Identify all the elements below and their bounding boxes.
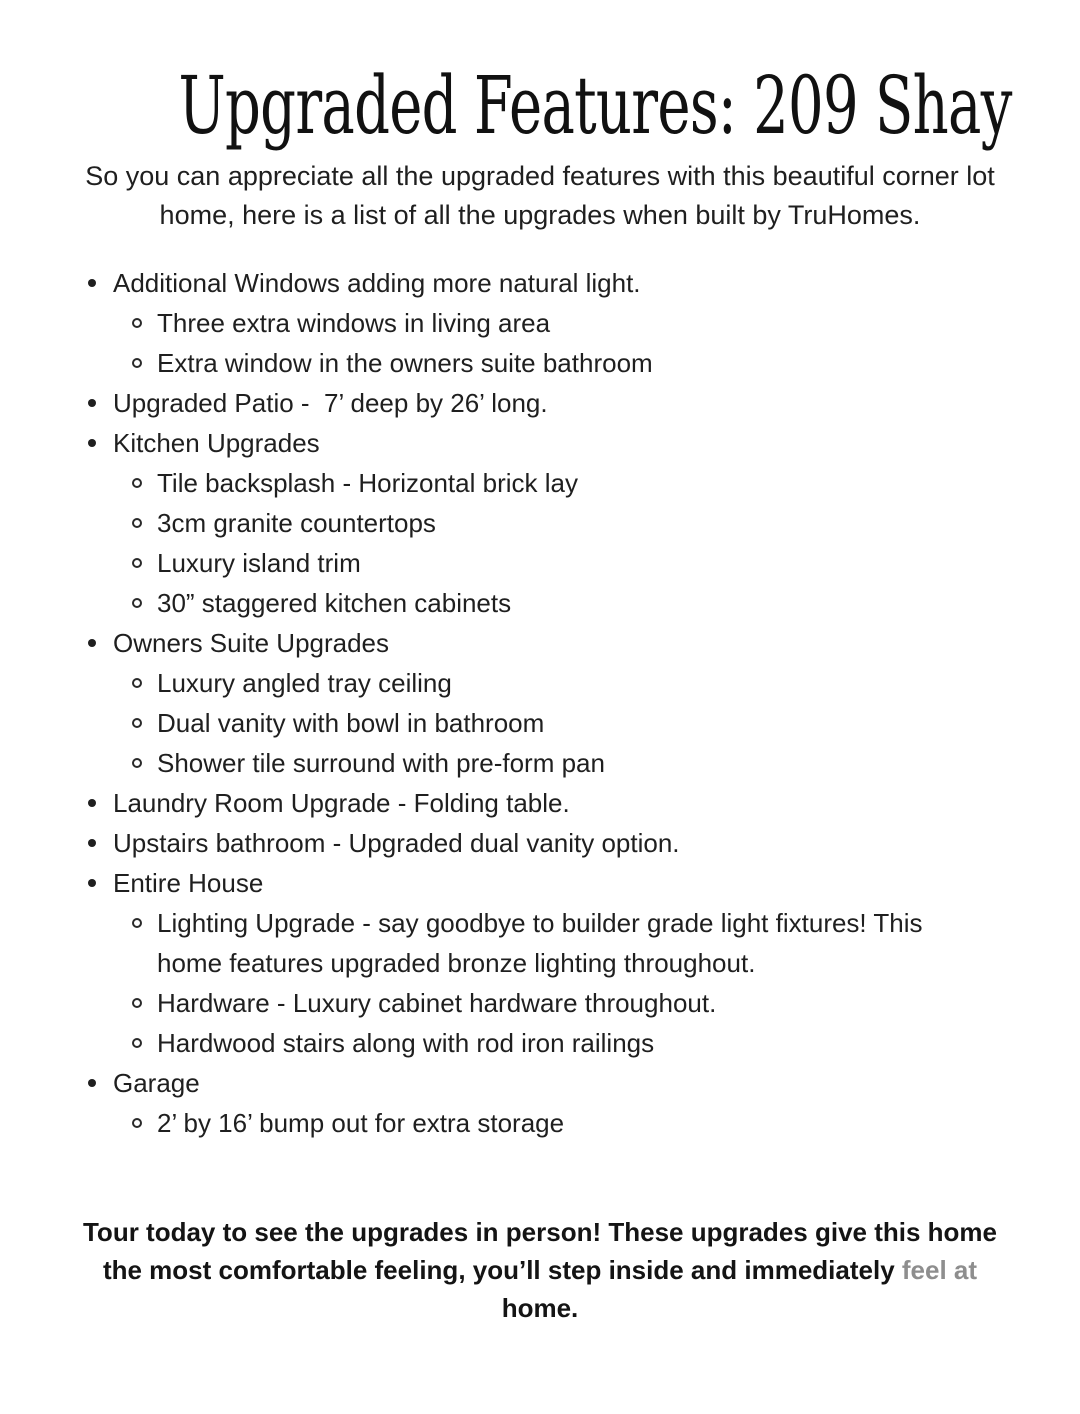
list-subitem-label: Luxury angled tray ceiling (157, 668, 452, 699)
bullet-circle-icon (132, 1038, 142, 1048)
bullet-dot-icon (88, 639, 96, 647)
list-item-label: Owners Suite Upgrades (113, 628, 390, 659)
bullet-circle-icon (132, 918, 142, 928)
list-subitem-label: Three extra windows in living area (157, 308, 551, 339)
list-item (88, 423, 993, 463)
bullet-circle-icon (132, 558, 142, 568)
list-subitem (88, 343, 993, 383)
list-subitem (88, 743, 993, 783)
list-subitem (88, 503, 993, 543)
list-item-label: Entire House (113, 868, 264, 899)
list-item (88, 783, 993, 823)
list-subitem (88, 303, 993, 343)
list-item-label: Upgraded Patio - 7’ deep by 26’ long. (113, 388, 548, 419)
list-item (88, 823, 993, 863)
list-subitem-label: Hardwood stairs along with rod iron railings (157, 1028, 655, 1059)
footer-text (75, 1213, 1005, 1327)
list-subitem-label: Extra window in the owners suite bathroom (157, 348, 653, 379)
list-item-label: Kitchen Upgrades (113, 428, 320, 459)
bullet-dot-icon (88, 399, 96, 407)
list-subitem-label: Hardware - Luxury cabinet hardware throughout. (157, 988, 717, 1019)
footer-text-after: home. (501, 1293, 579, 1324)
list-item (88, 383, 993, 423)
list-subitem-label: Dual vanity with bowl in bathroom (157, 708, 545, 739)
list-subitem-label: Luxury island trim (157, 548, 361, 579)
list-item-label: Additional Windows adding more natural light. (113, 268, 641, 299)
bullet-circle-icon (132, 998, 142, 1008)
list-subitem-label: Shower tile surround with pre-form pan (157, 748, 605, 779)
list-subitem (88, 903, 993, 983)
bullet-circle-icon (132, 518, 142, 528)
list-subitem (88, 543, 993, 583)
bullet-circle-icon (132, 678, 142, 688)
list-item (88, 623, 993, 663)
list-subitem-label: 30” staggered kitchen cabinets (157, 588, 512, 619)
bullet-circle-icon (132, 598, 142, 608)
list-subitem (88, 703, 993, 743)
list-subitem (88, 663, 993, 703)
list-subitem-label: Lighting Upgrade - say goodbye to builder grade light fixtures! This home features upgraded bronze lighting throughout. (157, 908, 930, 979)
page-title-text: Upgraded Features: 209 Shay (178, 59, 1012, 152)
bullet-circle-icon (132, 758, 142, 768)
list-subitem (88, 583, 993, 623)
footer-text-muted: feel at (901, 1255, 978, 1286)
list-subitem-label: 2’ by 16’ bump out for extra storage (157, 1108, 565, 1139)
features-list (88, 263, 993, 1143)
page-title (0, 59, 1080, 152)
bullet-circle-icon (132, 318, 142, 328)
list-item-label: Garage (113, 1068, 200, 1099)
bullet-dot-icon (88, 1079, 96, 1087)
bullet-dot-icon (88, 839, 96, 847)
bullet-circle-icon (132, 718, 142, 728)
list-subitem (88, 463, 993, 503)
list-subitem-label: 3cm granite countertops (157, 508, 436, 539)
list-subitem (88, 983, 993, 1023)
bullet-dot-icon (88, 799, 96, 807)
list-subitem (88, 1103, 993, 1143)
bullet-circle-icon (132, 358, 142, 368)
list-item (88, 1063, 993, 1103)
list-item (88, 263, 993, 303)
list-item (88, 863, 993, 903)
bullet-dot-icon (88, 279, 96, 287)
bullet-dot-icon (88, 879, 96, 887)
list-subitem-label: Tile backsplash - Horizontal brick lay (157, 468, 578, 499)
list-item-label: Laundry Room Upgrade - Folding table. (113, 788, 570, 819)
bullet-circle-icon (132, 478, 142, 488)
subtitle: So you can appreciate all the upgraded features with this beautiful corner lot home, here is a list of all the upgrades when built by TruHomes. (85, 161, 995, 231)
bullet-dot-icon (88, 439, 96, 447)
bullet-circle-icon (132, 1118, 142, 1128)
list-subitem (88, 1023, 993, 1063)
footer-text-before: Tour today to see the upgrades in person! These upgrades give this home the most comfortable feeling, you’ll step inside and immediately (82, 1217, 997, 1286)
list-item-label: Upstairs bathroom - Upgraded dual vanity option. (113, 828, 680, 859)
flyer-page (0, 59, 1080, 1414)
